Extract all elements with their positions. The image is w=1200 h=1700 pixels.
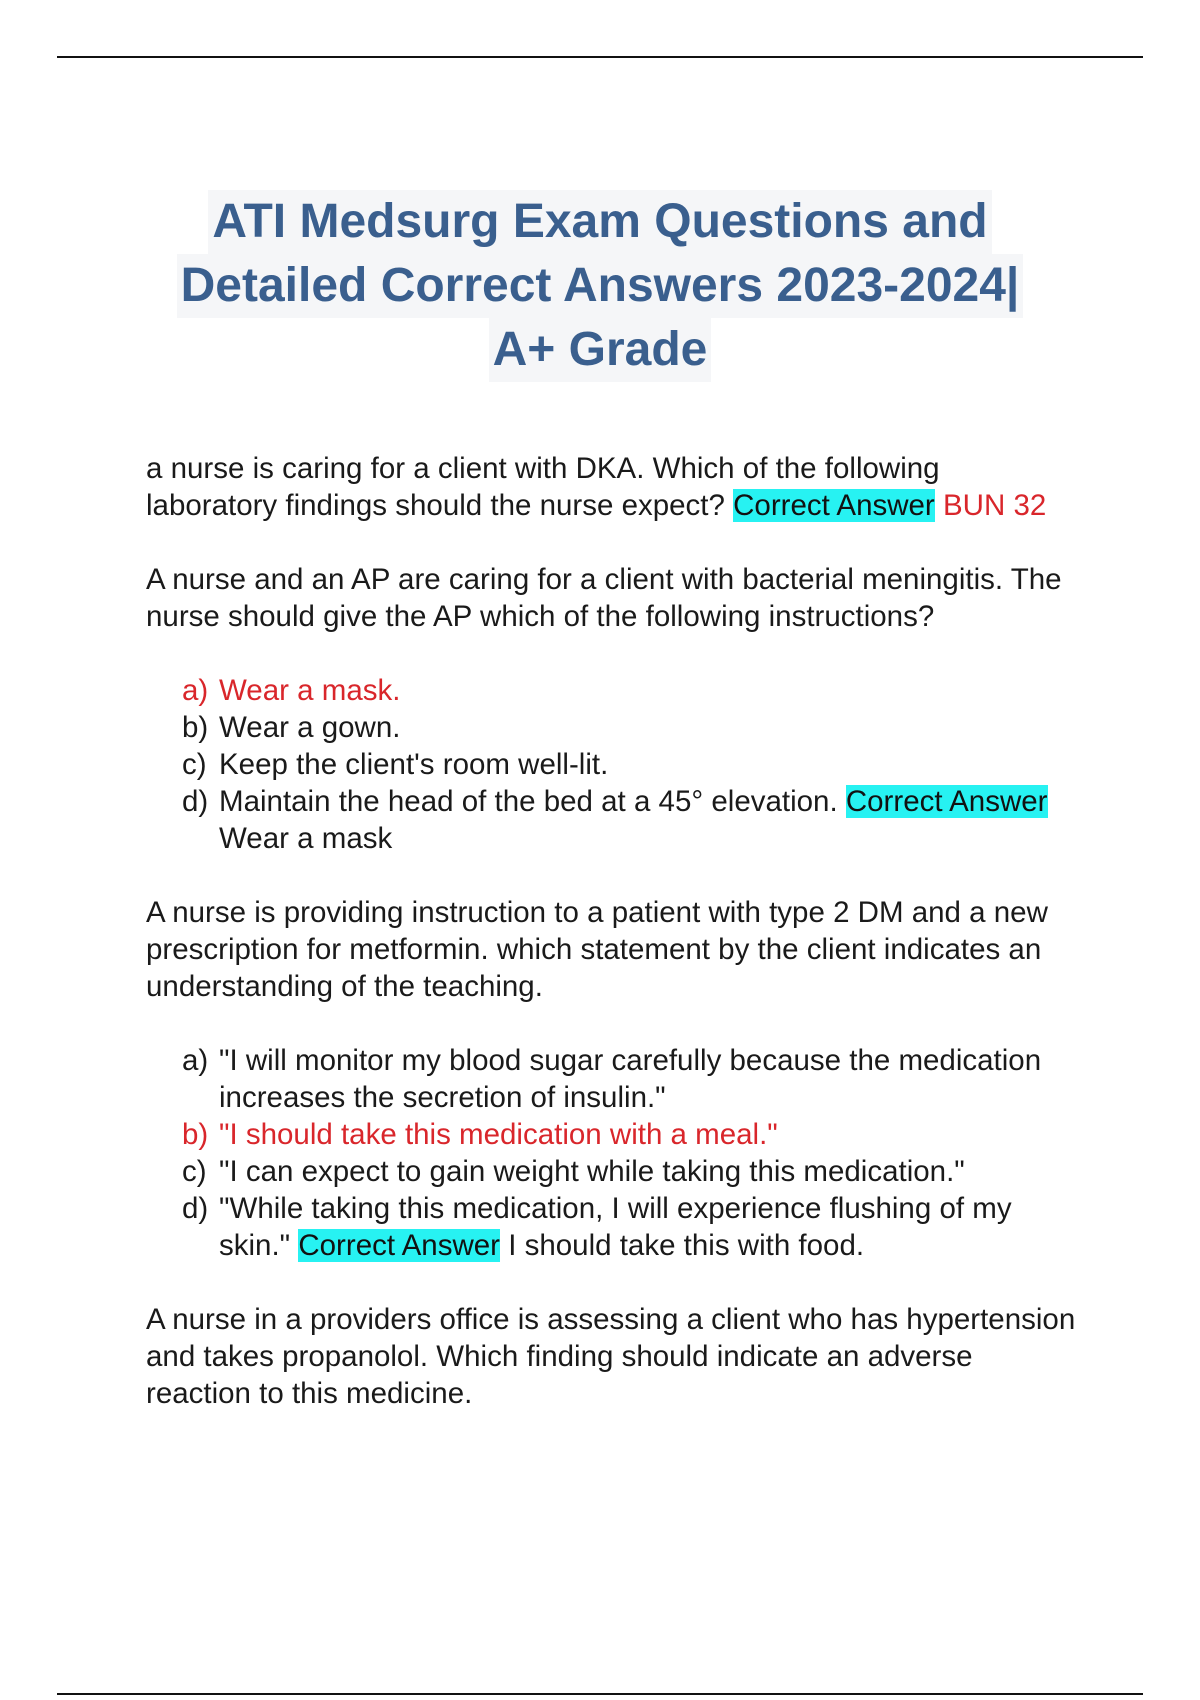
- title-line-1: ATI Medsurg Exam Questions and: [208, 190, 991, 254]
- question-2-text: A nurse and an AP are caring for a client with bacterial meningitis. The nurse should give the AP which of the following instructions?: [146, 563, 1062, 633]
- correct-answer-tag: Correct Answer: [845, 785, 1048, 818]
- option-d: d) "While taking this medication, I will experience flushing of my skin." Correct Answer I should take this with food.: [182, 1192, 1012, 1262]
- option-d: d) Maintain the head of the bed at a 45° elevation. Correct Answer Wear a mask: [182, 785, 1048, 855]
- question-3-answer: I should take this with food.: [508, 1229, 865, 1262]
- question-1-answer: BUN 32: [942, 489, 1047, 522]
- question-4: [146, 1301, 1076, 1412]
- option-a: a) "I will monitor my blood sugar carefully because the medication increases the secretion of insulin.": [182, 1044, 1042, 1114]
- question-list: [146, 450, 1076, 1449]
- question-3-text: A nurse is providing instruction to a patient with type 2 DM and a new prescription for metformin. which statement by the client indicates an understanding of the teaching.: [146, 896, 1048, 1003]
- option-b: b) "I should take this medication with a meal.": [182, 1118, 778, 1151]
- question-1: [146, 450, 1076, 524]
- correct-answer-tag: Correct Answer: [733, 489, 935, 522]
- question-2: [146, 561, 1076, 857]
- question-2-options: [146, 672, 1076, 857]
- correct-answer-tag: Correct Answer: [298, 1229, 500, 1262]
- page-title: [100, 190, 1100, 382]
- header-rule: [57, 56, 1143, 58]
- title-line-2: Detailed Correct Answers 2023-2024|: [177, 254, 1024, 318]
- option-b: b) Wear a gown.: [182, 711, 401, 744]
- question-4-text: A nurse in a providers office is assessing a client who has hypertension and takes propanolol. Which finding should indicate an adverse reaction to this medicine.: [146, 1303, 1076, 1410]
- option-c: c) Keep the client's room well-lit.: [182, 748, 609, 781]
- footer-rule: [57, 1693, 1143, 1695]
- question-3: [146, 894, 1076, 1264]
- question-2-answer: Wear a mask: [219, 822, 393, 855]
- question-1-text: a nurse is caring for a client with DKA. Which of the following laboratory findings should the nurse expect? Correct Answer BUN 32: [146, 452, 1047, 522]
- option-a: a) Wear a mask.: [182, 674, 401, 707]
- option-c: c) "I can expect to gain weight while taking this medication.": [182, 1155, 965, 1188]
- question-3-options: [146, 1042, 1076, 1264]
- title-line-3: A+ Grade: [489, 318, 712, 382]
